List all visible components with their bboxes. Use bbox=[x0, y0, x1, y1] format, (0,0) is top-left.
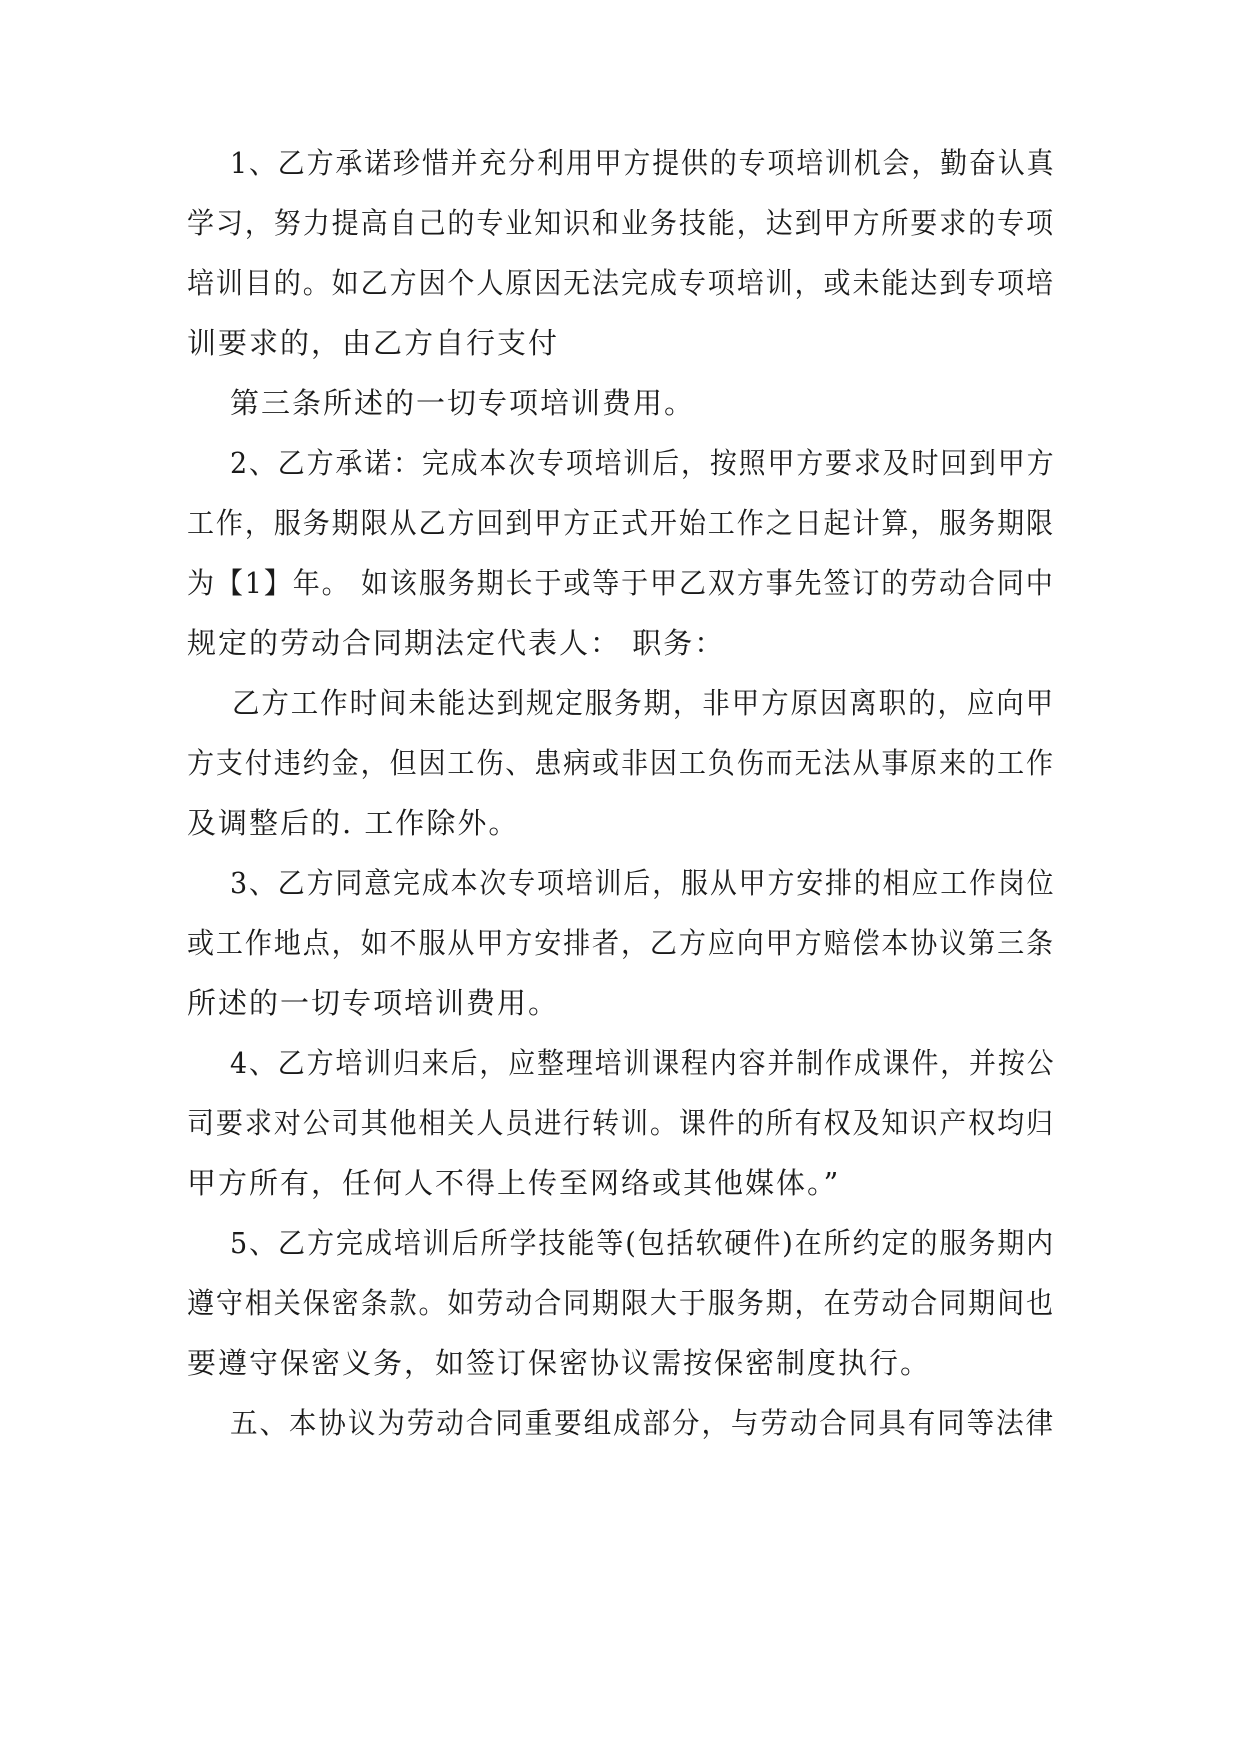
line-14: 或工作地点，如不服从甲方安排者，乙方应向甲方赔偿本协议第三条 bbox=[187, 926, 1055, 960]
line-2: 学习，努力提高自己的专业知识和业务技能，达到甲方所要求的专项 bbox=[187, 206, 1055, 240]
line-12: 及调整后的. 工作除外。 bbox=[187, 806, 520, 840]
line-4: 训要求的，由乙方自行支付 bbox=[187, 326, 560, 360]
line-6: 2、乙方承诺：完成本次专项培训后，按照甲方要求及时回到甲方 bbox=[230, 446, 1056, 480]
line-21: 要遵守保密义务，如签订保密协议需按保密制度执行。 bbox=[187, 1346, 932, 1380]
line-1: 1、乙方承诺珍惜并充分利用甲方提供的专项培训机会，勤奋认真 bbox=[230, 146, 1056, 180]
line-18: 甲方所有，任何人不得上传至网络或其他媒体。” bbox=[187, 1166, 841, 1200]
line-10: 乙方工作时间未能达到规定服务期，非甲方原因离职的，应向甲 bbox=[232, 686, 1056, 720]
line-22: 五、本协议为劳动合同重要组成部分，与劳动合同具有同等法律 bbox=[230, 1406, 1056, 1440]
line-5: 第三条所述的一切专项培训费用。 bbox=[230, 386, 696, 420]
line-19: 5、乙方完成培训后所学技能等(包括软硬件)在所约定的服务期内 bbox=[230, 1226, 1056, 1260]
line-9: 规定的劳动合同期法定代表人： 职务： bbox=[187, 626, 726, 660]
line-16: 4、乙方培训归来后，应整理培训课程内容并制作成课件，并按公 bbox=[230, 1046, 1056, 1080]
line-3: 培训目的。如乙方因个人原因无法完成专项培训，或未能达到专项培 bbox=[187, 266, 1055, 300]
line-15: 所述的一切专项培训费用。 bbox=[187, 986, 560, 1020]
line-11: 方支付违约金，但因工伤、患病或非因工负伤而无法从事原来的工作 bbox=[187, 746, 1055, 780]
line-8: 为【1】年。 如该服务期长于或等于甲乙双方事先签订的劳动合同中 bbox=[187, 566, 1055, 600]
line-13: 3、乙方同意完成本次专项培训后，服从甲方安排的相应工作岗位 bbox=[230, 866, 1056, 900]
line-20: 遵守相关保密条款。如劳动合同期限大于服务期，在劳动合同期间也 bbox=[187, 1286, 1055, 1320]
line-17: 司要求对公司其他相关人员进行转训。课件的所有权及知识产权均归 bbox=[187, 1106, 1055, 1140]
line-7: 工作，服务期限从乙方回到甲方正式开始工作之日起计算，服务期限 bbox=[187, 506, 1055, 540]
